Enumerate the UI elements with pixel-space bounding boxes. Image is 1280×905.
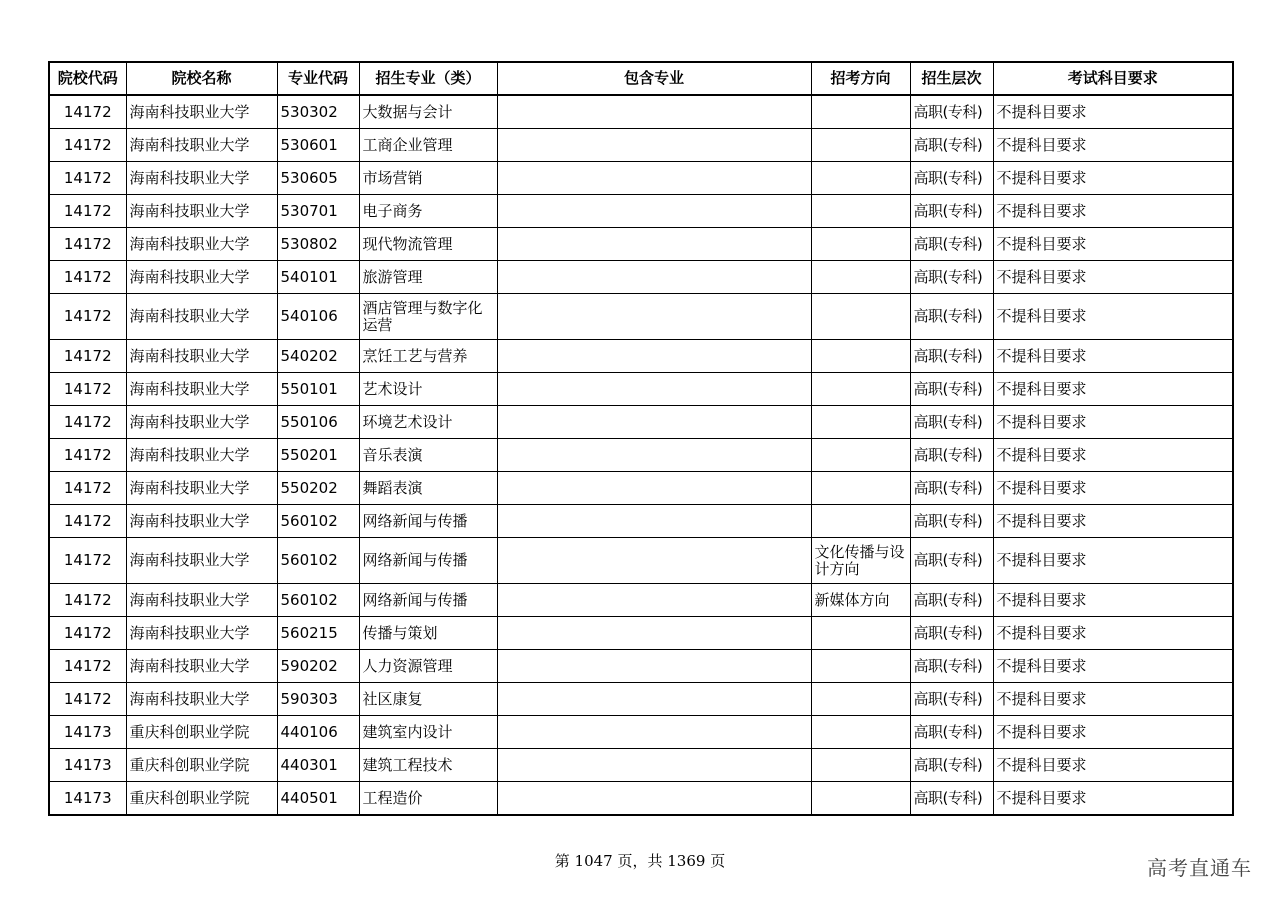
cell-major-name: 舞蹈表演 (359, 472, 497, 505)
cell-school-name: 海南科技职业大学 (126, 129, 277, 162)
table-row (49, 472, 1233, 505)
cell-included-majors (497, 782, 811, 816)
cell-direction (811, 162, 910, 195)
table-row (49, 683, 1233, 716)
cell-subject-requirement: 不提科目要求 (993, 95, 1233, 129)
cell-school-code: 14172 (49, 261, 126, 294)
cell-school-name: 海南科技职业大学 (126, 261, 277, 294)
cell-school-name: 海南科技职业大学 (126, 373, 277, 406)
cell-included-majors (497, 373, 811, 406)
cell-school-code: 14172 (49, 373, 126, 406)
cell-included-majors (497, 340, 811, 373)
cell-subject-requirement: 不提科目要求 (993, 129, 1233, 162)
cell-school-code: 14172 (49, 505, 126, 538)
cell-included-majors (497, 228, 811, 261)
cell-included-majors (497, 294, 811, 340)
table-row (49, 373, 1233, 406)
cell-level: 高职(专科) (910, 129, 993, 162)
cell-included-majors (497, 95, 811, 129)
watermark-logo-text: 高考直通车 (1147, 856, 1252, 880)
cell-level: 高职(专科) (910, 373, 993, 406)
table-row (49, 129, 1233, 162)
cell-subject-requirement: 不提科目要求 (993, 782, 1233, 816)
table-row (49, 261, 1233, 294)
cell-major-code: 440106 (277, 716, 359, 749)
table-row (49, 406, 1233, 439)
table-row (49, 162, 1233, 195)
table-row (49, 195, 1233, 228)
cell-direction (811, 749, 910, 782)
cell-subject-requirement: 不提科目要求 (993, 162, 1233, 195)
cell-included-majors (497, 650, 811, 683)
cell-major-name: 酒店管理与数字化运营 (359, 294, 497, 340)
cell-direction (811, 782, 910, 816)
cell-included-majors (497, 683, 811, 716)
cell-major-name: 现代物流管理 (359, 228, 497, 261)
cell-direction (811, 683, 910, 716)
cell-direction (811, 228, 910, 261)
header-subject-requirement: 考试科目要求 (993, 62, 1233, 95)
cell-included-majors (497, 261, 811, 294)
cell-included-majors (497, 406, 811, 439)
cell-level: 高职(专科) (910, 261, 993, 294)
table-row (49, 340, 1233, 373)
cell-subject-requirement: 不提科目要求 (993, 617, 1233, 650)
cell-major-name: 社区康复 (359, 683, 497, 716)
cell-major-name: 建筑室内设计 (359, 716, 497, 749)
cell-direction (811, 439, 910, 472)
cell-school-name: 海南科技职业大学 (126, 472, 277, 505)
cell-level: 高职(专科) (910, 406, 993, 439)
cell-school-code: 14172 (49, 340, 126, 373)
cell-subject-requirement: 不提科目要求 (993, 650, 1233, 683)
cell-major-code: 530302 (277, 95, 359, 129)
cell-direction (811, 617, 910, 650)
page-number: 第 1047 页，共 1369 页 (554, 852, 726, 870)
cell-major-code: 590202 (277, 650, 359, 683)
cell-school-name: 海南科技职业大学 (126, 406, 277, 439)
cell-major-name: 建筑工程技术 (359, 749, 497, 782)
cell-direction: 文化传播与设计方向 (811, 538, 910, 584)
cell-school-code: 14172 (49, 95, 126, 129)
cell-subject-requirement: 不提科目要求 (993, 716, 1233, 749)
cell-direction (811, 340, 910, 373)
cell-subject-requirement: 不提科目要求 (993, 195, 1233, 228)
cell-major-name: 工程造价 (359, 782, 497, 816)
cell-school-code: 14172 (49, 294, 126, 340)
cell-major-name: 网络新闻与传播 (359, 584, 497, 617)
table-row (49, 617, 1233, 650)
cell-direction (811, 95, 910, 129)
table-row (49, 294, 1233, 340)
cell-school-code: 14173 (49, 749, 126, 782)
cell-major-code: 540101 (277, 261, 359, 294)
cell-subject-requirement: 不提科目要求 (993, 472, 1233, 505)
cell-level: 高职(专科) (910, 340, 993, 373)
cell-included-majors (497, 538, 811, 584)
cell-major-name: 大数据与会计 (359, 95, 497, 129)
table-row (49, 584, 1233, 617)
table-row (49, 95, 1233, 129)
cell-level: 高职(专科) (910, 538, 993, 584)
cell-included-majors (497, 439, 811, 472)
cell-major-name: 市场营销 (359, 162, 497, 195)
cell-school-code: 14173 (49, 782, 126, 816)
cell-major-code: 550201 (277, 439, 359, 472)
cell-school-name: 重庆科创职业学院 (126, 782, 277, 816)
cell-subject-requirement: 不提科目要求 (993, 340, 1233, 373)
cell-direction (811, 373, 910, 406)
header-major-code: 专业代码 (277, 62, 359, 95)
cell-school-code: 14173 (49, 716, 126, 749)
header-included-majors: 包含专业 (497, 62, 811, 95)
cell-major-name: 传播与策划 (359, 617, 497, 650)
cell-major-code: 560102 (277, 538, 359, 584)
cell-school-name: 海南科技职业大学 (126, 650, 277, 683)
cell-subject-requirement: 不提科目要求 (993, 538, 1233, 584)
header-school-code: 院校代码 (49, 62, 126, 95)
table-row (49, 538, 1233, 584)
cell-major-code: 590303 (277, 683, 359, 716)
table-row (49, 782, 1233, 816)
cell-school-code: 14172 (49, 472, 126, 505)
table-row (49, 439, 1233, 472)
header-level: 招生层次 (910, 62, 993, 95)
cell-school-code: 14172 (49, 406, 126, 439)
cell-subject-requirement: 不提科目要求 (993, 749, 1233, 782)
cell-direction (811, 406, 910, 439)
table-body (49, 95, 1233, 815)
cell-level: 高职(专科) (910, 617, 993, 650)
cell-level: 高职(专科) (910, 228, 993, 261)
cell-level: 高职(专科) (910, 749, 993, 782)
cell-major-code: 530601 (277, 129, 359, 162)
cell-school-code: 14172 (49, 584, 126, 617)
header-major-name: 招生专业（类） (359, 62, 497, 95)
cell-subject-requirement: 不提科目要求 (993, 439, 1233, 472)
cell-major-code: 530701 (277, 195, 359, 228)
cell-level: 高职(专科) (910, 716, 993, 749)
cell-school-code: 14172 (49, 129, 126, 162)
cell-school-code: 14172 (49, 683, 126, 716)
cell-school-name: 海南科技职业大学 (126, 228, 277, 261)
cell-school-name: 海南科技职业大学 (126, 294, 277, 340)
cell-included-majors (497, 716, 811, 749)
cell-major-code: 550202 (277, 472, 359, 505)
cell-school-code: 14172 (49, 538, 126, 584)
cell-school-name: 海南科技职业大学 (126, 584, 277, 617)
cell-major-code: 540106 (277, 294, 359, 340)
cell-school-name: 重庆科创职业学院 (126, 749, 277, 782)
cell-major-code: 550101 (277, 373, 359, 406)
cell-major-name: 人力资源管理 (359, 650, 497, 683)
table-row (49, 505, 1233, 538)
cell-major-name: 音乐表演 (359, 439, 497, 472)
cell-school-name: 海南科技职业大学 (126, 683, 277, 716)
cell-direction (811, 650, 910, 683)
cell-school-name: 海南科技职业大学 (126, 162, 277, 195)
cell-subject-requirement: 不提科目要求 (993, 373, 1233, 406)
cell-major-code: 440301 (277, 749, 359, 782)
cell-major-code: 550106 (277, 406, 359, 439)
table-row (49, 716, 1233, 749)
cell-school-code: 14172 (49, 439, 126, 472)
cell-level: 高职(专科) (910, 782, 993, 816)
table-header-row (49, 62, 1233, 95)
cell-direction (811, 716, 910, 749)
cell-subject-requirement: 不提科目要求 (993, 505, 1233, 538)
cell-major-code: 530605 (277, 162, 359, 195)
cell-school-code: 14172 (49, 650, 126, 683)
cell-subject-requirement: 不提科目要求 (993, 584, 1233, 617)
cell-major-name: 艺术设计 (359, 373, 497, 406)
cell-major-name: 环境艺术设计 (359, 406, 497, 439)
table-row (49, 749, 1233, 782)
cell-direction (811, 261, 910, 294)
cell-subject-requirement: 不提科目要求 (993, 294, 1233, 340)
cell-level: 高职(专科) (910, 505, 993, 538)
cell-direction (811, 195, 910, 228)
cell-level: 高职(专科) (910, 294, 993, 340)
cell-school-name: 海南科技职业大学 (126, 195, 277, 228)
cell-school-name: 重庆科创职业学院 (126, 716, 277, 749)
cell-direction (811, 505, 910, 538)
cell-school-name: 海南科技职业大学 (126, 340, 277, 373)
cell-included-majors (497, 505, 811, 538)
cell-level: 高职(专科) (910, 650, 993, 683)
cell-major-code: 440501 (277, 782, 359, 816)
cell-included-majors (497, 162, 811, 195)
cell-included-majors (497, 129, 811, 162)
cell-school-name: 海南科技职业大学 (126, 439, 277, 472)
admissions-table (48, 61, 1234, 816)
cell-subject-requirement: 不提科目要求 (993, 406, 1233, 439)
cell-included-majors (497, 584, 811, 617)
cell-school-name: 海南科技职业大学 (126, 505, 277, 538)
cell-direction (811, 294, 910, 340)
cell-school-code: 14172 (49, 617, 126, 650)
cell-included-majors (497, 472, 811, 505)
cell-level: 高职(专科) (910, 95, 993, 129)
cell-school-name: 海南科技职业大学 (126, 617, 277, 650)
cell-major-code: 560102 (277, 505, 359, 538)
cell-included-majors (497, 195, 811, 228)
cell-level: 高职(专科) (910, 584, 993, 617)
cell-school-name: 海南科技职业大学 (126, 95, 277, 129)
cell-school-name: 海南科技职业大学 (126, 538, 277, 584)
cell-major-name: 工商企业管理 (359, 129, 497, 162)
table-row (49, 228, 1233, 261)
cell-major-code: 560215 (277, 617, 359, 650)
cell-level: 高职(专科) (910, 472, 993, 505)
cell-major-name: 烹饪工艺与营养 (359, 340, 497, 373)
cell-major-code: 560102 (277, 584, 359, 617)
cell-subject-requirement: 不提科目要求 (993, 683, 1233, 716)
cell-level: 高职(专科) (910, 439, 993, 472)
cell-school-code: 14172 (49, 195, 126, 228)
cell-included-majors (497, 617, 811, 650)
cell-major-code: 530802 (277, 228, 359, 261)
header-direction: 招考方向 (811, 62, 910, 95)
cell-direction (811, 472, 910, 505)
cell-major-name: 电子商务 (359, 195, 497, 228)
table-row (49, 650, 1233, 683)
cell-level: 高职(专科) (910, 162, 993, 195)
cell-direction (811, 129, 910, 162)
cell-direction: 新媒体方向 (811, 584, 910, 617)
cell-major-name: 网络新闻与传播 (359, 538, 497, 584)
cell-subject-requirement: 不提科目要求 (993, 228, 1233, 261)
cell-subject-requirement: 不提科目要求 (993, 261, 1233, 294)
cell-level: 高职(专科) (910, 683, 993, 716)
header-school-name: 院校名称 (126, 62, 277, 95)
cell-major-name: 网络新闻与传播 (359, 505, 497, 538)
cell-school-code: 14172 (49, 228, 126, 261)
cell-level: 高职(专科) (910, 195, 993, 228)
cell-school-code: 14172 (49, 162, 126, 195)
cell-major-name: 旅游管理 (359, 261, 497, 294)
cell-included-majors (497, 749, 811, 782)
cell-major-code: 540202 (277, 340, 359, 373)
